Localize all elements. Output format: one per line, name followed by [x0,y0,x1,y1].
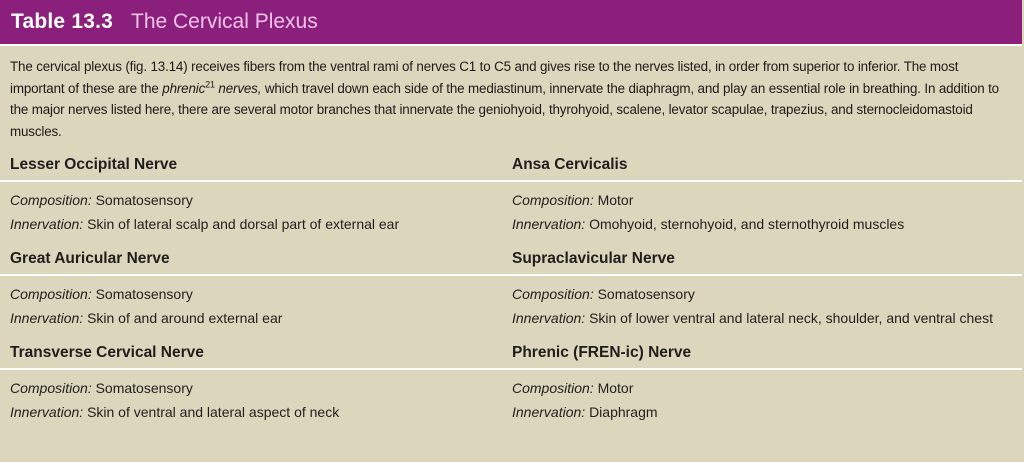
footnote-marker: 21 [205,79,215,90]
composition-label: Composition: [10,380,92,396]
nerve-section [502,150,1022,236]
innervation-value: Omohyoid, sternohyoid, and sternothyroid muscles [589,216,905,232]
innervation-value: Skin of ventral and lateral aspect of neck [87,404,340,420]
innervation-label: Innervation: [512,216,586,232]
phrenic-term: phrenic [162,80,206,96]
composition-row [502,282,1022,306]
nerve-name: Lesser Occipital Nerve [0,150,502,182]
innervation-label: Innervation: [512,404,586,420]
composition-value: Motor [597,192,634,208]
nerve-section [0,244,502,330]
composition-row [502,376,1022,400]
innervation-label: Innervation: [10,310,84,326]
nerve-name: Phrenic (FREN-ic) Nerve [502,338,1022,370]
composition-value: Somatosensory [95,192,193,208]
table-title: The Cervical Plexus [131,10,318,33]
right-column [502,150,1022,424]
nerve-name: Transverse Cervical Nerve [0,338,502,370]
innervation-value: Skin of lower ventral and lateral neck, shoulder, and ventral chest [589,310,993,326]
innervation-value: Diaphragm [589,404,658,420]
left-column [0,150,502,424]
innervation-label: Innervation: [10,404,84,420]
composition-row [0,188,502,212]
composition-value: Somatosensory [95,286,193,302]
nerve-name: Ansa Cervicalis [502,150,1022,182]
composition-label: Composition: [10,286,92,302]
composition-row [0,282,502,306]
nerve-section [0,338,502,424]
composition-label: Composition: [512,380,594,396]
composition-label: Composition: [10,192,92,208]
nerve-section [0,150,502,236]
nerve-section [502,338,1022,424]
nerves-term: nerves, [214,80,262,96]
intro-text-part2: which travel down each side of the mediastinum, innervate the diaphragm, and play an essential role in breathing. In addition to the major nerves listed here, there are several motor branches that innervate the geniohyoid, thyrohyoid, scalene, levator scapulae, trapezius, and sternocleidomastoid muscles. [10,80,999,139]
composition-label: Composition: [512,192,594,208]
innervation-value: Skin of lateral scalp and dorsal part of external ear [87,216,400,232]
composition-value: Somatosensory [597,286,695,302]
composition-label: Composition: [512,286,594,302]
innervation-label: Innervation: [10,216,84,232]
nerve-name: Great Auricular Nerve [0,244,502,276]
composition-value: Motor [597,380,634,396]
intro-text-part1: The cervical plexus (fig. 13.14) receives fibers from the ventral rami of nerves C1 to C5 and gives rise to the nerves listed, in order from superior to inferior. The most important of these are the [10,59,959,96]
composition-value: Somatosensory [95,380,193,396]
nerve-section [502,244,1022,330]
innervation-row [502,306,1022,330]
innervation-label: Innervation: [512,310,586,326]
nerve-name: Supraclavicular Nerve [502,244,1022,276]
table-header [0,0,1022,46]
innervation-row [502,400,1022,424]
innervation-row [502,212,1022,236]
innervation-row [0,400,502,424]
composition-row [502,188,1022,212]
intro-paragraph [10,56,1015,142]
innervation-value: Skin of and around external ear [87,310,283,326]
composition-row [0,376,502,400]
innervation-row [0,212,502,236]
innervation-row [0,306,502,330]
table-number: Table 13.3 [11,10,113,33]
